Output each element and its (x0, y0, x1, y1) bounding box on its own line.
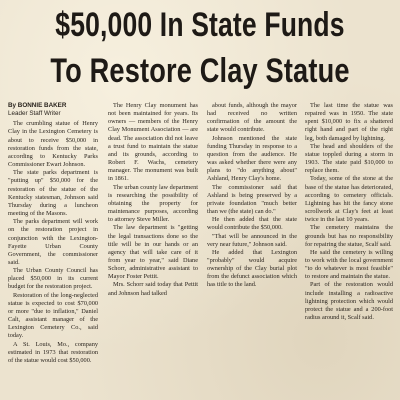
paragraph: A St. Louis, Mo., company estimated in 1973 that restoration of the statue would cost $50,000. (8, 340, 98, 364)
paragraph: Restoration of the long-neglected statue is expected to cost $70,000 or more "due to inflation," Daniel Calt, assistant manager of the Lexington Cemetery Co., said today. (8, 291, 98, 340)
byline-title: Leader Staff Writer (8, 110, 61, 118)
paragraph: He said the cemetery is willing to work with the local government "to do whatever is most feasible" to restore and maintain the statue. (305, 248, 393, 281)
paragraph: The last time the statue was repaired was in 1950. The state spent $10,000 to fix a shattered right hand and part of the right leg, both damaged by lightning. (305, 102, 393, 142)
byline-author: By BONNIE BAKER (8, 102, 67, 109)
paragraph: The cemetery maintains the grounds but has no responsibility for repairing the statue, Scalf said. (305, 224, 393, 248)
paragraph: He added that Lexington "probably" would acquire ownership of the Clay burial plot from the defunct association which has title to the land. (207, 248, 297, 289)
paragraph: The Urban County Council has placed $50,000 in its current budget for the restoration project. (8, 267, 98, 291)
paragraph: The crumbling statue of Henry Clay in the Lexington Cemetery is about to receive $50,000 in restoration funds from the state, according to Kentucky Parks Commissioner Ewart Johnson. (8, 120, 98, 169)
headline-line-1: $50,000 In State Funds (55, 6, 345, 44)
paragraph: The state parks department is "putting up" $50,000 for the restoration of the statue of the Kentucky statesman, Johnson said Thursday during a luncheon meeting of the Masons. (8, 169, 98, 218)
paragraph: Part of the restoration would include installing a radioactive lightning protection which would protect the statue and a 200-foot radius around it, Scalf said. (305, 281, 393, 322)
paragraph: The Henry Clay monument has not been maintained for years. Its owners — members of the Henry Clay Monument Association — are dead. The association did not leave a trust fund to maintain the statue and its grounds, according to Robert F. Wachs, cemetery manager. The monument was built in 1861. (108, 102, 198, 183)
paragraph: He then added that the state would contribute the $50,000. (207, 216, 297, 232)
paragraph: The law department is "getting the legal transactions done so the title will be in our hands or an agency that will take care of it from year to year," said Diane Schorr, administrative assistant to Mayor Foster Pettit. (108, 224, 198, 281)
article-column-2 (108, 102, 198, 298)
paragraph: Today, some of the stone at the base of the statue has deteriorated, according to cemetery officials. Lightning has hit the fancy stone scrollwork at Clay's feet at least twice in the last 10 years. (305, 175, 393, 224)
article-column-3 (207, 102, 297, 290)
paragraph: The urban county law department is researching the possibility of obtaining the property for maintenance purposes, according to attorney Steve Miller. (108, 183, 198, 224)
article-column-4 (305, 102, 393, 322)
paragraph: Mrs. Schorr said today that Pettit and Johnson had talked (108, 281, 198, 297)
paragraph: The head and shoulders of the statue toppled during a storm in 1903. The state paid $10,000 to replace them. (305, 142, 393, 175)
paragraph: The commissioner said that Ashland is being preserved by a private foundation "much better than we (the state) can do." (207, 183, 297, 216)
headline-line-2: To Restore Clay Statue (50, 52, 350, 90)
paragraph: "That will be announced in the very near future," Johnson said. (207, 232, 297, 248)
paragraph: Johnson mentioned the state funding Thursday in response to a question from the audience. He was asked whether there were any plans to "do anything about" Ashland, Henry Clay's home. (207, 134, 297, 183)
article-column-1 (8, 102, 98, 365)
paragraph: about funds, although the mayor had received no written confirmation of the amount the state would contribute. (207, 102, 297, 134)
paragraph: The parks department will work on the restoration project in conjunction with the Lexington-Fayette Urban County Government, the commissioner said. (8, 218, 98, 266)
